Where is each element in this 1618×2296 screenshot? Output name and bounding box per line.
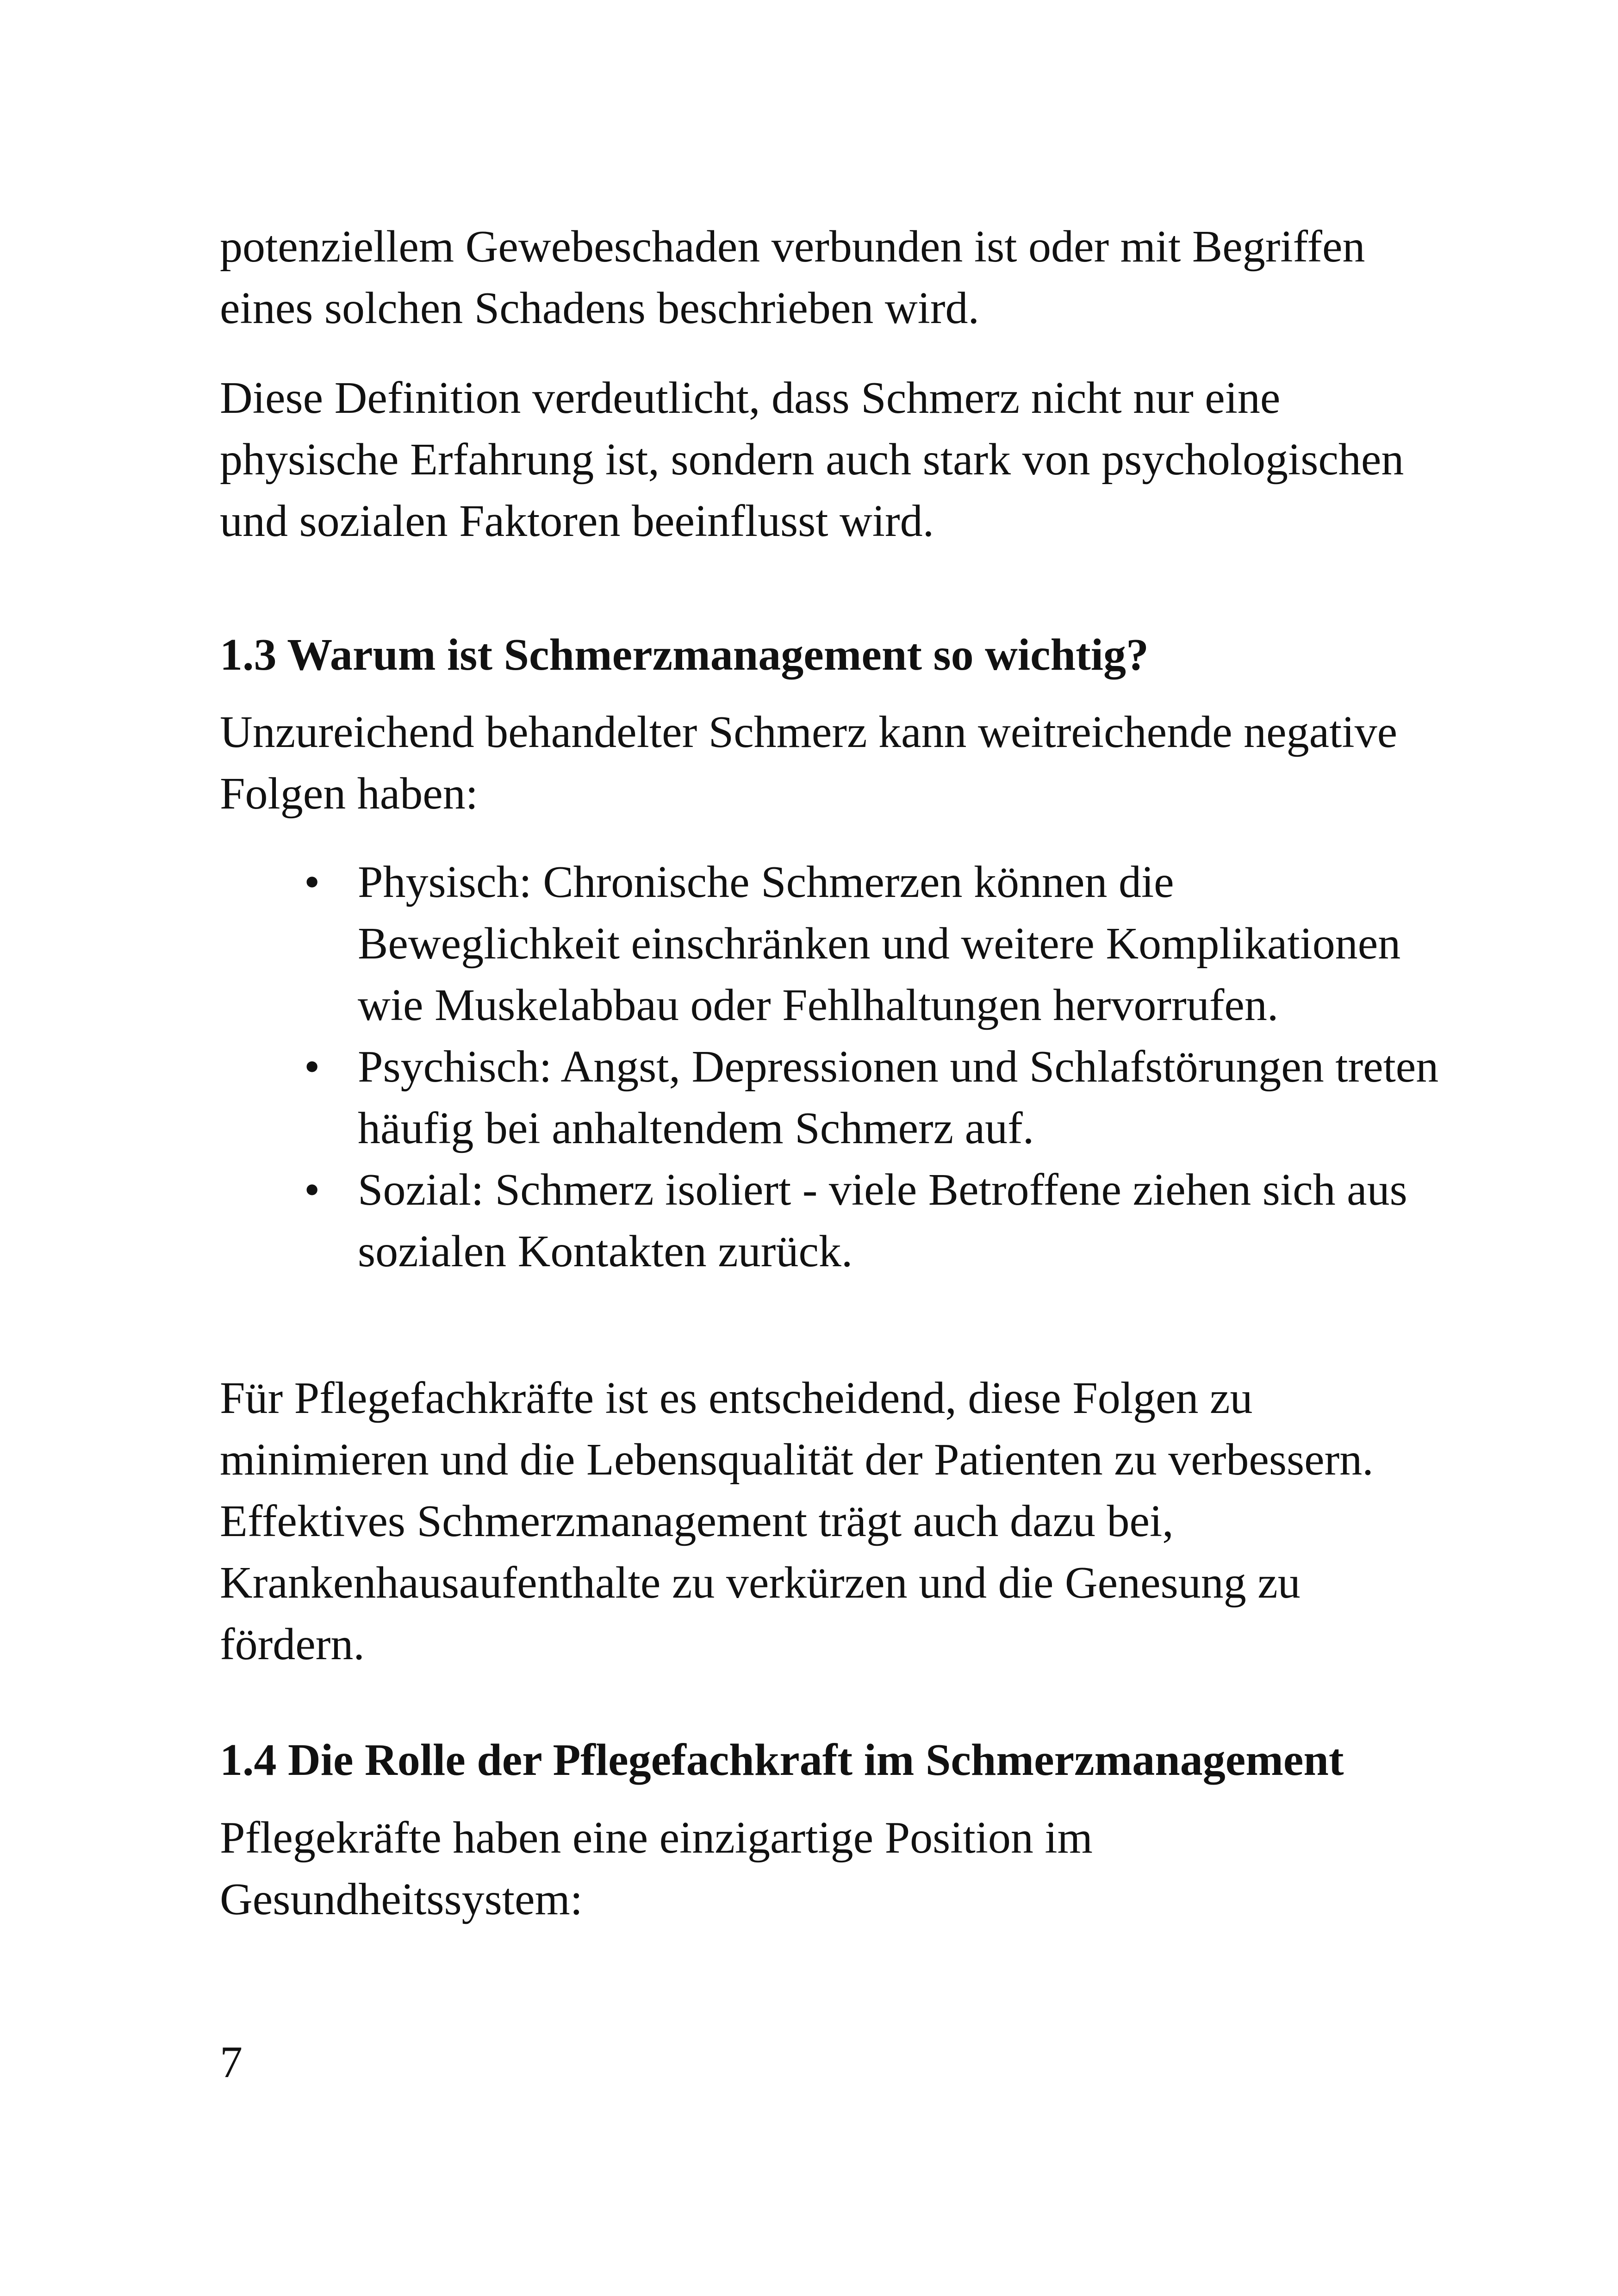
list-item-sozial — [220, 1159, 1442, 1282]
bullet-icon: • — [304, 1165, 320, 1215]
bullet-icon: • — [304, 1042, 320, 1092]
section-heading-1-3: 1.3 Warum ist Schmerzmanagement so wichtig? — [220, 630, 1149, 680]
list-item-physisch — [220, 852, 1442, 1036]
paragraph-definition: Diese Definition verdeutlicht, dass Schmerz nicht nur eine physische Erfahrung ist, sondern auch stark von psychologischen und sozialen Faktoren beeinflusst wird. — [220, 373, 1404, 546]
paragraph-nursing-importance: Für Pflegefachkräfte ist es entscheidend, diese Folgen zu minimieren und die Lebensqualität der Patienten zu verbessern. Effektives Schmerzmanagement trägt auch dazu bei, Krankenhausaufenthalte zu verkürzen und die Genesung zu fördern. — [220, 1373, 1374, 1669]
paragraph-consequences-intro: Unzureichend behandelter Schmerz kann weitreichende negative Folgen haben: — [220, 707, 1398, 819]
paragraph-nurse-position: Pflegekräfte haben eine einzigartige Position im Gesundheitssystem: — [220, 1813, 1093, 1924]
list-item-text: Psychisch: Angst, Depressionen und Schlafstörungen treten häufig bei anhaltendem Schmerz auf. — [358, 1042, 1439, 1153]
bullet-icon: • — [304, 857, 320, 907]
list-item-psychisch — [220, 1036, 1442, 1159]
paragraph-continuation: potenziellem Gewebeschaden verbunden ist oder mit Begriffen eines solchen Schadens beschrieben wird. — [220, 222, 1365, 333]
section-heading-1-4: 1.4 Die Rolle der Pflegefachkraft im Schmerzmanagement — [220, 1735, 1344, 1785]
consequences-list — [220, 852, 1442, 1282]
list-item-text: Sozial: Schmerz isoliert - viele Betroffene ziehen sich aus sozialen Kontakten zurück. — [358, 1165, 1407, 1276]
list-item-text: Physisch: Chronische Schmerzen können die Beweglichkeit einschränken und weitere Komplikationen wie Muskelabbau oder Fehlhaltungen hervorrufen. — [358, 857, 1401, 1030]
page-number: 7 — [220, 2037, 243, 2087]
